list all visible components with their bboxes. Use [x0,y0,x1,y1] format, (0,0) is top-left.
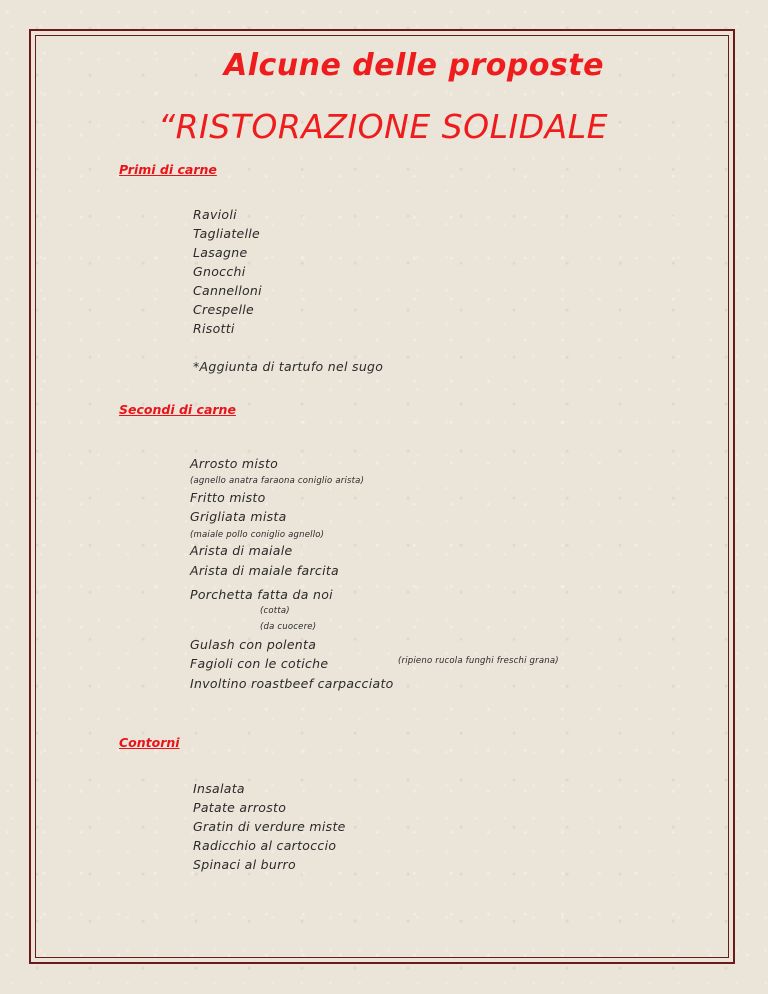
list-item: Risotti [193,321,235,336]
dish-arrosto: Arrosto misto [190,456,279,471]
list-item: Crespelle [193,302,255,317]
primi-list [193,205,262,338]
list-item: Ravioli [193,207,237,222]
dish-porchetta-note-cuocere: (da cuocere) [260,622,317,632]
primi-note: *Aggiunta di tartufo nel sugo [193,359,384,374]
section-heading-secondi: Secondi di carne [119,402,236,417]
dish-grigliata: Grigliata mista [190,509,287,524]
list-item: Cannelloni [193,283,262,298]
dish-porchetta: Porchetta fatta da noi [190,587,333,602]
dish-involtino: Involtino roastbeef carpacciato [190,676,394,691]
list-item: Tagliatelle [193,226,261,241]
list-item: Gnocchi [193,264,246,279]
dish-fritto: Fritto misto [190,490,266,505]
dish-arrosto-note: (agnello anatra faraona coniglio arista) [190,476,365,486]
dish-arista-farcita: Arista di maiale farcita [190,563,340,578]
dish-grigliata-note: (maiale pollo coniglio agnello) [190,530,325,540]
dish-porchetta-note-cotta: (cotta) [260,606,290,616]
list-item: Lasagne [193,245,248,260]
list-item: Patate arrosto [193,800,287,815]
dish-arista: Arista di maiale [190,543,293,558]
list-item: Insalata [193,781,245,796]
title-line-2: “RISTORAZIONE SOLIDALE [158,107,608,146]
list-item: Gratin di verdure miste [193,819,346,834]
list-item: Spinaci al burro [193,857,296,872]
list-item: Radicchio al cartoccio [193,838,337,853]
dish-gulash: Gulash con polenta [190,637,317,652]
title-line-1: Alcune delle proposte [224,48,604,83]
contorni-list [193,779,346,874]
dish-involtino-note: (ripieno rucola funghi freschi grana) [398,656,559,666]
section-heading-contorni: Contorni [119,735,180,750]
section-heading-primi: Primi di carne [119,162,217,177]
dish-fagioli: Fagioli con le cotiche [190,656,329,671]
